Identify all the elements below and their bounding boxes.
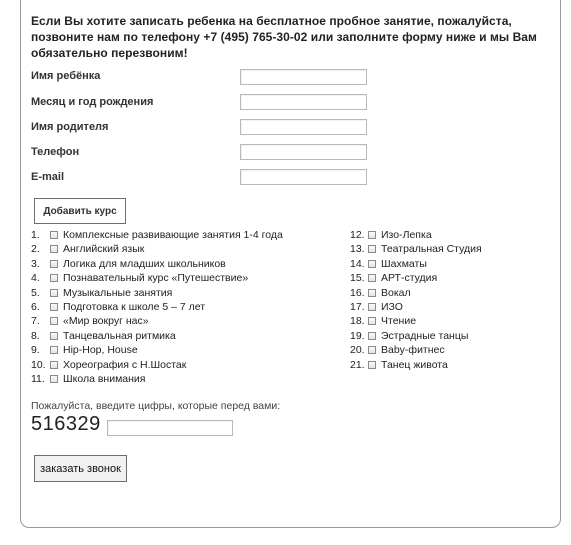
course-item: 7. «Мир вокруг нас»	[31, 315, 149, 328]
parent-name-label: Имя родителя	[31, 121, 109, 133]
email-input[interactable]	[240, 169, 367, 185]
course-item: 19. Эстрадные танцы	[350, 329, 469, 342]
order-call-button[interactable]: заказать звонок	[34, 455, 127, 482]
course-item: 12. Изо-Лепка	[350, 229, 432, 241]
course-item: 17. ИЗО	[350, 300, 403, 313]
course-item: 2. Английский язык	[31, 243, 145, 256]
course-checkbox[interactable]	[368, 317, 376, 325]
course-checkbox[interactable]	[368, 361, 376, 369]
course-checkbox[interactable]	[368, 289, 376, 297]
course-item: 4. Познавательный курс «Путешествие»	[31, 272, 249, 285]
email-label: E-mail	[31, 171, 65, 183]
course-list-right	[350, 228, 482, 372]
course-item: 15. АРТ-студия	[350, 272, 438, 285]
course-item: 11. Школа внимания	[31, 372, 146, 385]
course-checkbox[interactable]	[368, 274, 376, 282]
course-item: 14. Шахматы	[350, 257, 427, 270]
course-checkbox[interactable]	[368, 332, 376, 340]
course-list-left	[31, 228, 283, 386]
course-checkbox[interactable]	[50, 332, 58, 340]
captcha-input[interactable]	[107, 420, 233, 436]
course-item: 10. Хореография с Н.Шостак	[31, 358, 187, 371]
course-item: 9. Hip-Hop, House	[31, 344, 138, 357]
course-checkbox[interactable]	[50, 303, 58, 311]
course-checkbox[interactable]	[50, 274, 58, 282]
course-item: 16. Вокал	[350, 286, 411, 299]
course-checkbox[interactable]	[50, 375, 58, 383]
course-item: 21. Танец живота	[350, 358, 448, 371]
course-item: 18. Чтение	[350, 315, 417, 328]
course-item: 13. Театральная Студия	[350, 243, 482, 256]
course-checkbox[interactable]	[50, 317, 58, 325]
course-checkbox[interactable]	[368, 231, 376, 239]
course-checkbox[interactable]	[368, 346, 376, 354]
course-checkbox[interactable]	[50, 346, 58, 354]
course-checkbox[interactable]	[50, 245, 58, 253]
birth-date-input[interactable]	[240, 94, 367, 110]
captcha-code: 516329	[31, 413, 101, 435]
course-checkbox[interactable]	[50, 231, 58, 239]
birth-date-label: Месяц и год рождения	[31, 96, 154, 108]
course-item: 5. Музыкальные занятия	[31, 286, 173, 299]
course-checkbox[interactable]	[50, 289, 58, 297]
course-item: 20. Baby-фитнес	[350, 344, 445, 357]
course-item: 8. Танцевальная ритмика	[31, 329, 176, 342]
course-checkbox[interactable]	[368, 245, 376, 253]
course-checkbox[interactable]	[368, 260, 376, 268]
course-item: 6. Подготовка к школе 5 – 7 лет	[31, 300, 206, 313]
course-checkbox[interactable]	[50, 361, 58, 369]
course-item: 1. Комплексные развивающие занятия 1-4 года	[31, 229, 283, 241]
child-name-label: Имя ребёнка	[31, 70, 101, 82]
course-checkbox[interactable]	[368, 303, 376, 311]
phone-label: Телефон	[31, 146, 80, 158]
intro-text: Если Вы хотите записать ребенка на бесплатное пробное занятие, пожалуйста, позвоните нам по телефону +7 (495) 765-30-02 или заполните форму ниже и мы Вам обязательно перезвоним!	[31, 14, 537, 60]
child-name-input[interactable]	[240, 69, 367, 85]
parent-name-input[interactable]	[240, 119, 367, 135]
captcha-hint: Пожалуйста, введите цифры, которые перед вами:	[31, 400, 281, 412]
add-course-button[interactable]: Добавить курс	[34, 198, 126, 224]
course-item: 3. Логика для младших школьников	[31, 257, 226, 270]
phone-input[interactable]	[240, 144, 367, 160]
course-checkbox[interactable]	[50, 260, 58, 268]
